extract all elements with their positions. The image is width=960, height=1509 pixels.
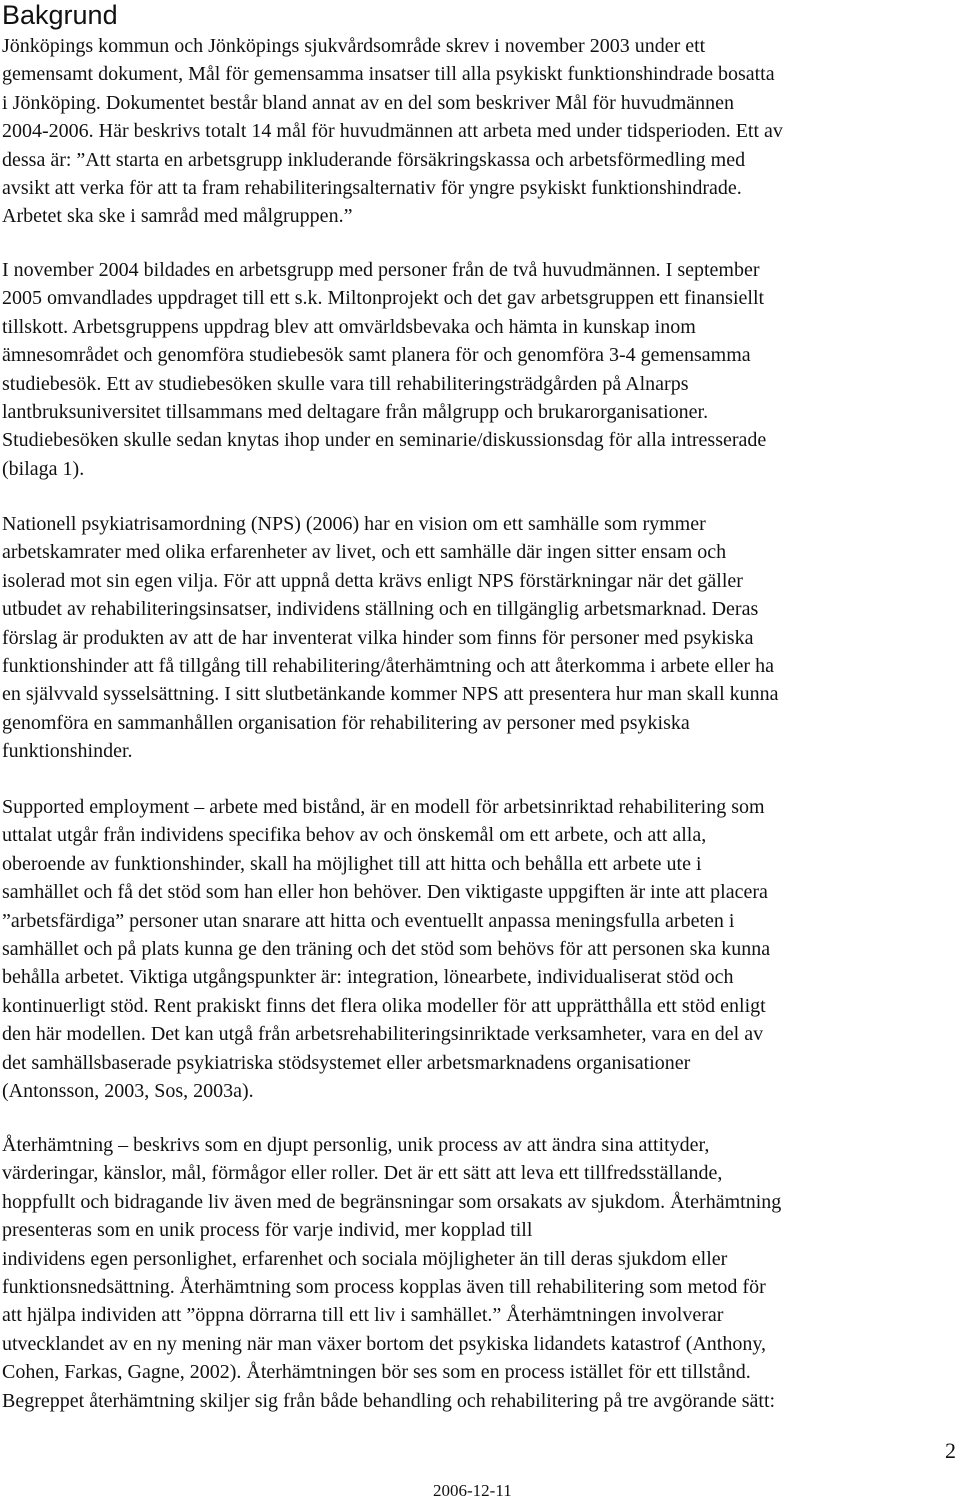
paragraph-line: I november 2004 bildades en arbetsgrupp med personer från de två huvudmännen. I september — [2, 259, 760, 281]
paragraph-1 — [2, 32, 958, 231]
paragraph-line: Jönköpings kommun och Jönköpings sjukvårdsområde skrev i november 2003 under ett — [2, 35, 706, 57]
paragraph-line: samhället och få det stöd som han eller hon behöver. Den viktigaste uppgiften är inte att placera — [2, 881, 768, 904]
paragraph-line: kontinuerligt stöd. Rent prakiskt finns det flera olika modeller för att upprätthålla ett stöd enligt — [2, 994, 766, 1017]
paragraph-line: Studiebesöken skulle sedan knytas ihop under en seminarie/diskussionsdag för alla intresserade — [2, 429, 767, 452]
paragraph-line: presenteras som en unik process för varje individ, mer kopplad till — [2, 1219, 533, 1242]
paragraph-line: funktionshinder att få tillgång till rehabilitering/återhämtning och att återkomma i arbete eller ha — [2, 655, 774, 678]
paragraph-line: Arbetet ska ske i samråd med målgruppen.” — [2, 205, 353, 228]
section-heading: Bakgrund — [2, 0, 118, 30]
paragraph-line: arbetskamrater med olika erfarenheter av livet, och ett samhälle där ingen sitter ensam och — [2, 541, 727, 564]
paragraph-line: förslag är produkten av att de har inventerat vilka hinder som finns för personer med psykiska — [2, 626, 754, 649]
paragraph-line: Supported employment – arbete med bistånd, är en modell för arbetsinriktad rehabilitering som — [2, 796, 765, 818]
paragraph-line: ämnesområdet och genomföra studiebesök samt planera för och genomföra 3-4 gemensamma — [2, 344, 751, 367]
paragraph-line: ”arbetsfärdiga” personer utan snarare att hitta och eventuellt anpassa meningsfulla arbeten i — [2, 909, 735, 932]
paragraph-line: tillskott. Arbetsgruppens uppdrag blev att omvärldsbevaka och hämta in kunskap inom — [2, 315, 696, 338]
paragraph-line: att hjälpa individen att ”öppna dörrarna till ett liv i samhället.” Återhämtningen involverar — [2, 1304, 724, 1327]
paragraph-line: gemensamt dokument, Mål för gemensamma insatser till alla psykiskt funktionshindrade bosatta — [2, 63, 775, 86]
paragraph-line: lantbruksuniversitet tillsammans med deltagare från målgrupp och brukarorganisationer. — [2, 401, 709, 424]
paragraph-line: utbudet av rehabiliteringsinsatser, individens ställning och en tillgänglig arbetsmarknad. Deras — [2, 598, 759, 621]
paragraph-3 — [2, 510, 958, 766]
paragraph-line: 2004-2006. Här beskrivs totalt 14 mål för huvudmännen att arbeta med under tidsperioden. Ett av — [2, 120, 783, 143]
paragraph-line: (Antonsson, 2003, Sos, 2003a). — [2, 1080, 254, 1103]
paragraph-line: utvecklandet av en ny mening när man växer bortom det psykiska lidandets katastrof (Anthony, — [2, 1332, 767, 1355]
paragraph-line: Cohen, Farkas, Gagne, 2002). Återhämtningen bör ses som en process istället för ett tillstånd. — [2, 1361, 751, 1384]
paragraph-line: Nationell psykiatrisamordning (NPS) (2006) har en vision om ett samhälle som rymmer — [2, 513, 706, 535]
paragraph-line: värderingar, känslor, mål, förmågor eller roller. Det är ett sätt att leva ett tillfredsställande, — [2, 1162, 723, 1185]
paragraph-line: en självvald sysselsättning. I sitt slutbetänkande kommer NPS att presentera hur man skall kunna — [2, 683, 779, 706]
paragraph-line: behålla arbetet. Viktiga utgångspunkter är: integration, lönearbete, individualiserat stöd och — [2, 966, 734, 989]
paragraph-line: isolerad mot sin egen vilja. För att uppnå detta krävs enligt NPS förstärkningar när det gäller — [2, 569, 743, 592]
paragraph-line: dessa är: ”Att starta en arbetsgrupp inkluderande försäkringskassa och arbetsförmedling med — [2, 148, 746, 171]
paragraph-2 — [2, 256, 958, 483]
paragraph-line: funktionshinder. — [2, 740, 133, 763]
paragraph-line: oberoende av funktionshinder, skall ha möjlighet till att hitta och behålla ett arbete ute i — [2, 852, 702, 875]
paragraph-line: det samhällsbaserade psykiatriska stödsystemet eller arbetsmarknadens organisationer — [2, 1051, 691, 1074]
paragraph-line: genomföra en sammanhållen organisation för rehabilitering av personer med psykiska — [2, 711, 690, 734]
paragraph-line: individens egen personlighet, erfarenhet och sociala möjligheter än till deras sjukdom eller — [2, 1247, 728, 1270]
paragraph-line: studiebesök. Ett av studiebesöken skulle vara till rehabiliteringsträdgården på Alnarps — [2, 372, 689, 395]
paragraph-line: den här modellen. Det kan utgå från arbetsrehabiliteringsinriktade verksamheter, vara en del av — [2, 1023, 764, 1046]
paragraph-line: uttalat utgår från individens specifika behov av och önskemål om ett arbete, och att alla, — [2, 824, 707, 847]
paragraph-line: 2005 omvandlades uppdraget till ett s.k. Miltonprojekt och det gav arbetsgruppen ett finansiellt — [2, 287, 765, 310]
paragraph-line: i Jönköping. Dokumentet består bland annat av en del som beskriver Mål för huvudmännen — [2, 91, 735, 114]
page-number: 2 — [945, 1438, 956, 1463]
paragraph-line: (bilaga 1). — [2, 457, 85, 480]
paragraph-4 — [2, 793, 958, 1105]
paragraph-line: Återhämtning – beskrivs som en djupt personlig, unik process av att ändra sina attityder, — [2, 1134, 710, 1156]
paragraph-line: avsikt att verka för att ta fram rehabiliteringsalternativ för yngre psykiskt funktionshindrade. — [2, 177, 742, 200]
footer-date: 2006-12-11 — [433, 1481, 512, 1500]
paragraph-line: hoppfullt och bidragande liv även med de begränsningar som orsakats av sjukdom. Återhämtning — [2, 1190, 782, 1213]
paragraph-line: Begreppet återhämtning skiljer sig från både behandling och rehabilitering på tre avgörande sätt: — [2, 1389, 776, 1412]
paragraph-line: funktionsnedsättning. Återhämtning som process kopplas även till rehabilitering som metod för — [2, 1276, 766, 1299]
paragraph-5 — [2, 1131, 958, 1415]
paragraph-line: samhället och på plats kunna ge den träning och det stöd som behövs för att personen ska kunna — [2, 938, 771, 961]
